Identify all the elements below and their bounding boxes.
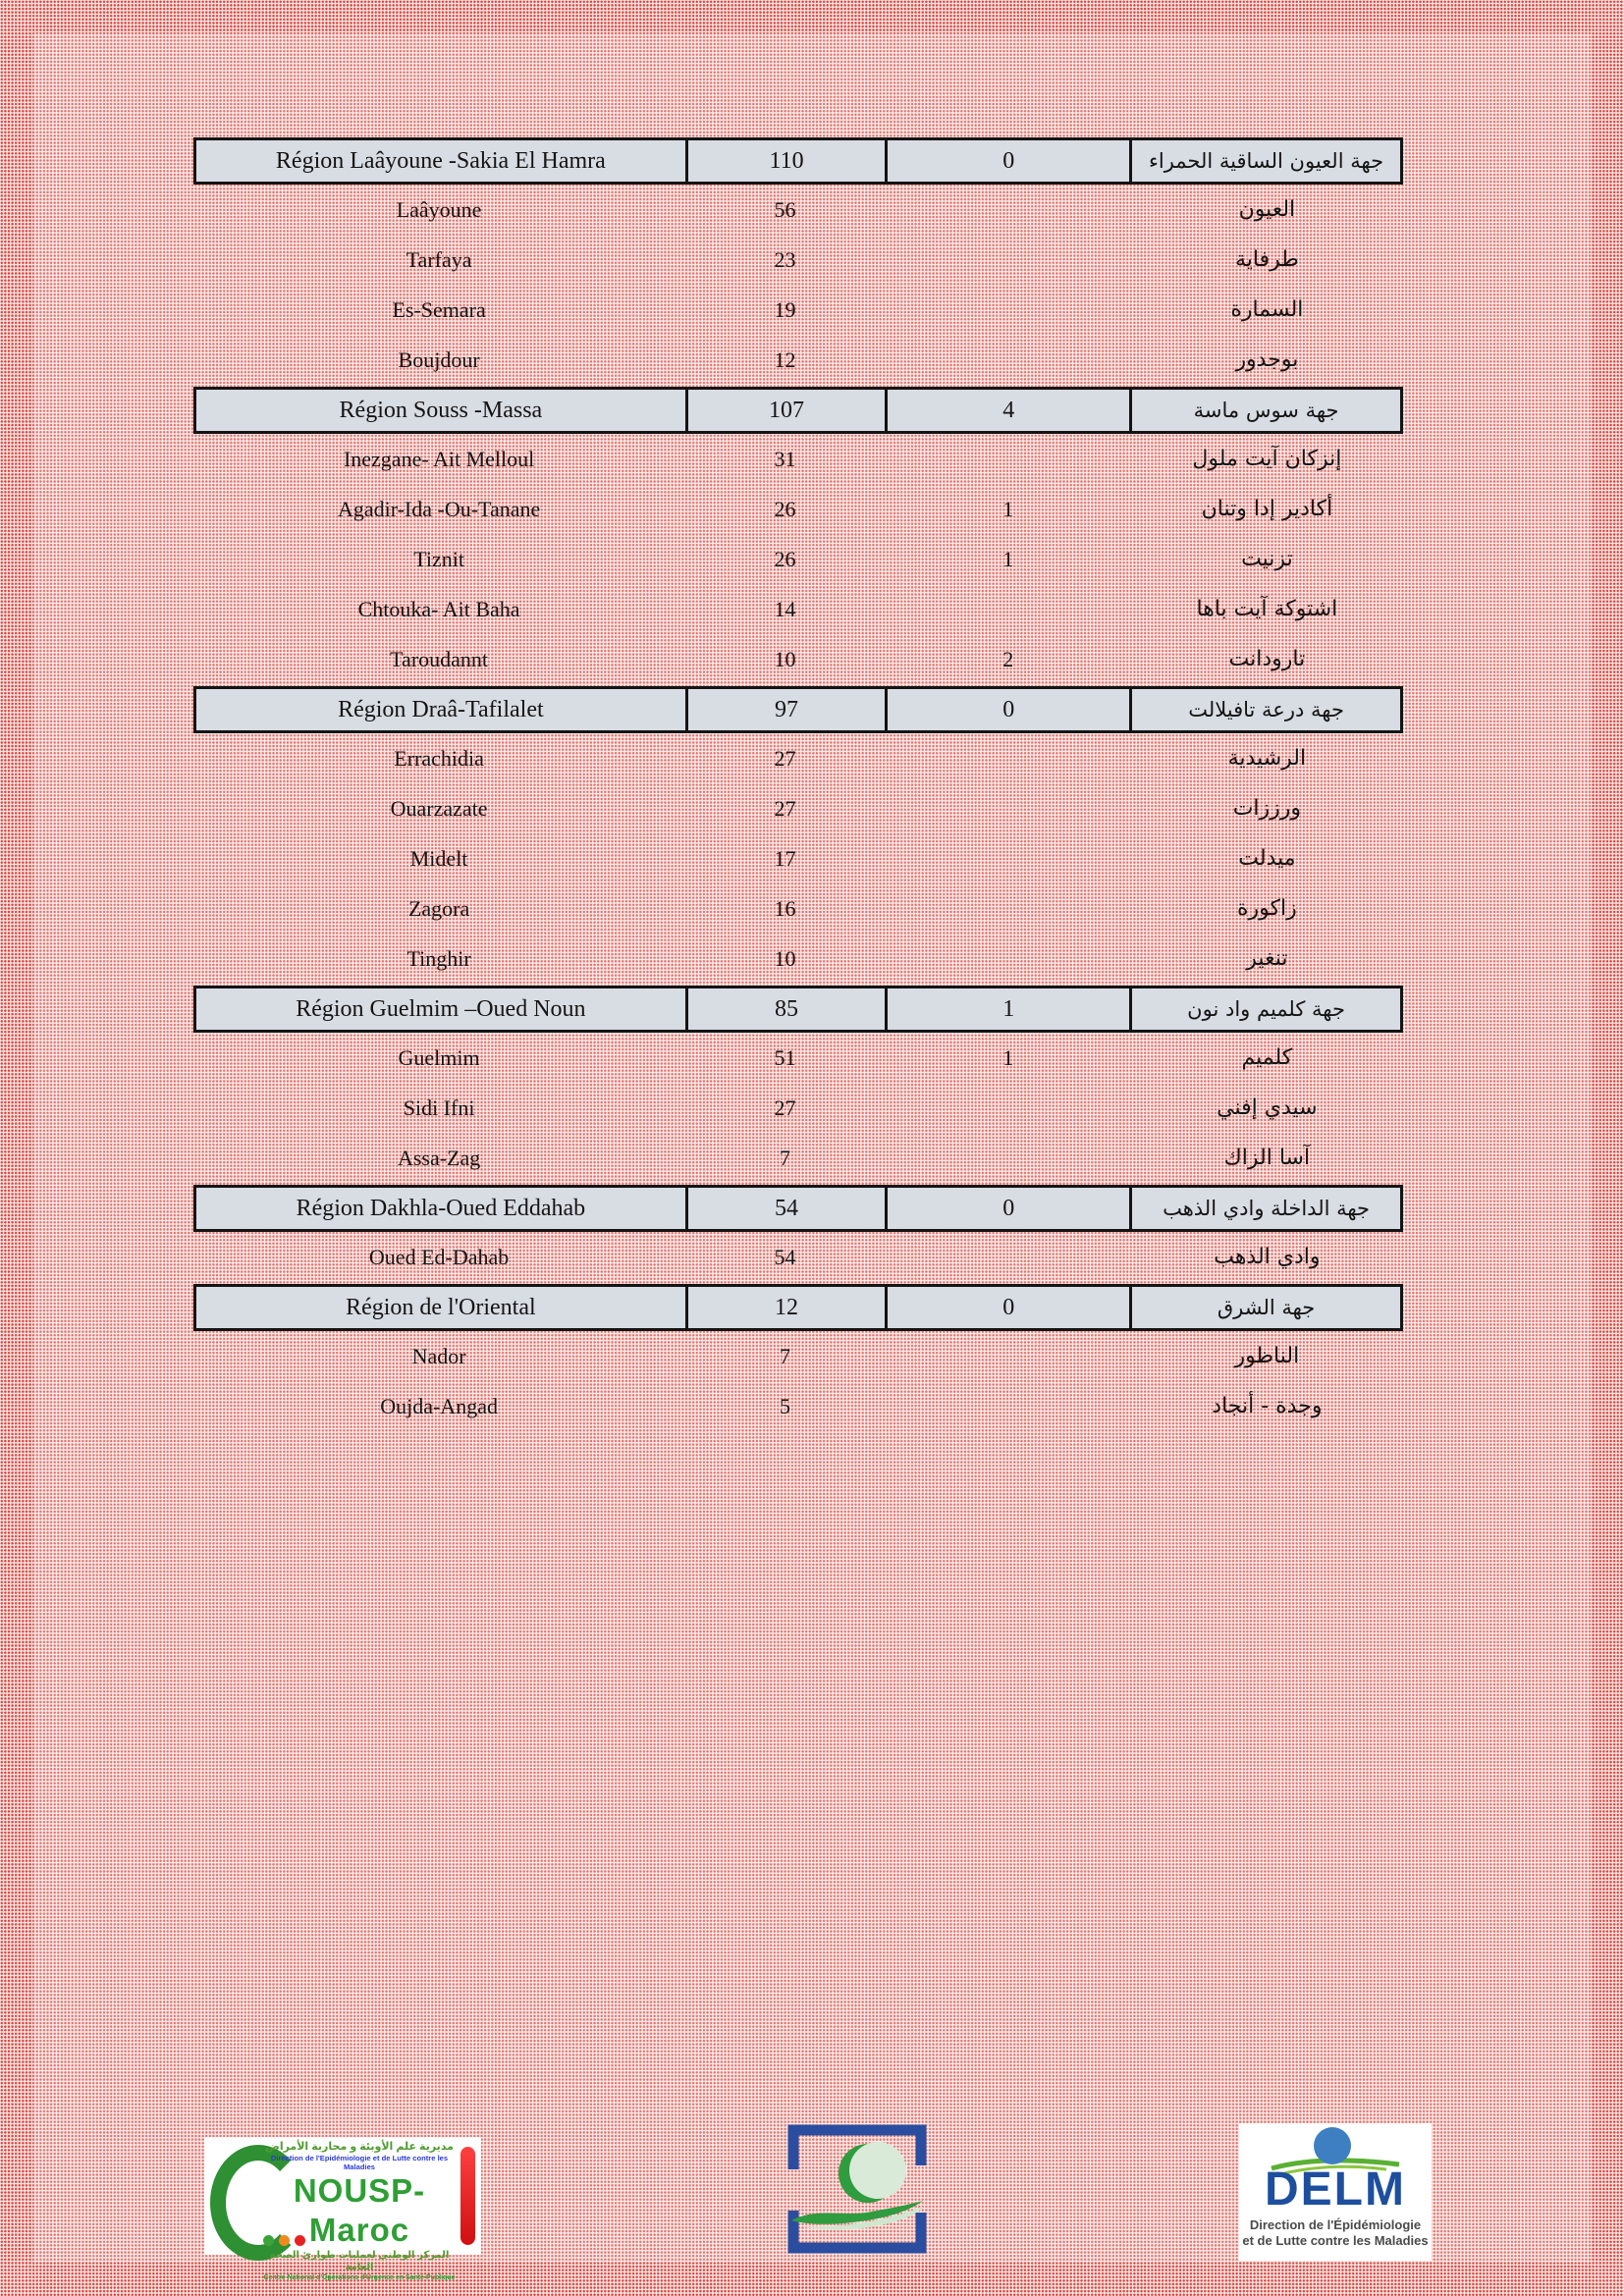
cases-cell: 10 — [774, 945, 796, 971]
cases-cell: 110 — [685, 140, 886, 182]
name-ar-cell: جهة سوس ماسة — [1129, 390, 1400, 431]
province-row — [193, 733, 1403, 783]
deaths-cell: 1 — [1002, 496, 1014, 521]
name-ar-cell: أكادير إدا وتنان — [1201, 497, 1333, 521]
province-row — [193, 1083, 1403, 1133]
regions-table — [193, 135, 1403, 1431]
region-header-row — [193, 137, 1403, 185]
deaths-cell — [886, 185, 1131, 235]
name-ar-cell: ورززات — [1232, 796, 1302, 821]
name-ar-cell: بوجدور — [1235, 347, 1299, 372]
cases-cell: 26 — [774, 496, 796, 521]
cases-cell: 12 — [685, 1287, 886, 1328]
region-header-row — [193, 387, 1403, 434]
deaths-cell — [886, 235, 1131, 285]
name-fr-cell: Es-Semara — [392, 296, 486, 322]
nousp-arabic-bottom: المركز الوطني لعمليات طوارئ الصحة العامة — [269, 2250, 450, 2272]
name-ar-cell: إنزكان آيت ملول — [1192, 447, 1342, 471]
cases-cell: 107 — [685, 390, 886, 431]
region-header-row — [193, 1284, 1403, 1331]
name-fr-cell: Tinghir — [406, 945, 471, 971]
name-fr-cell: Assa-Zag — [397, 1145, 481, 1170]
province-row — [193, 833, 1403, 883]
deaths-cell: 0 — [885, 689, 1129, 730]
cases-cell: 14 — [774, 596, 796, 621]
deaths-cell — [886, 1083, 1131, 1133]
name-fr-cell: Inezgane- Ait Melloul — [343, 446, 535, 471]
name-fr-cell: Agadir-Ida -Ou-Tanane — [337, 496, 541, 521]
cases-cell: 31 — [774, 446, 796, 471]
province-row — [193, 883, 1403, 934]
name-fr-cell: Région Laâyoune -Sakia El Hamra — [275, 147, 606, 174]
ministry-health-logo — [784, 2116, 931, 2262]
name-ar-cell: العيون — [1238, 197, 1296, 222]
cases-cell: 27 — [774, 1095, 796, 1120]
name-ar-cell: السمارة — [1230, 297, 1304, 322]
region-header-row — [193, 1185, 1403, 1232]
region-header-row — [193, 986, 1403, 1033]
deaths-cell — [886, 934, 1131, 984]
cases-cell: 97 — [685, 689, 886, 730]
name-ar-cell: تارودانت — [1228, 647, 1306, 671]
cases-cell: 54 — [774, 1244, 796, 1269]
nousp-text-block — [261, 2141, 458, 2282]
deaths-cell — [886, 833, 1131, 883]
nousp-maroc-logo — [204, 2137, 481, 2281]
name-ar-cell: آسا الزاك — [1223, 1146, 1311, 1170]
cases-cell: 10 — [774, 646, 796, 671]
deaths-cell — [886, 733, 1131, 783]
name-ar-cell: ميدلت — [1238, 846, 1296, 871]
province-row — [193, 434, 1403, 484]
name-fr-cell: Région de l'Oriental — [346, 1294, 536, 1320]
cases-cell: 5 — [779, 1393, 790, 1418]
deaths-cell — [886, 1381, 1131, 1431]
name-ar-cell: اشتوكة آيت باها — [1196, 597, 1338, 621]
name-fr-cell: Région Draâ-Tafilalet — [338, 696, 544, 722]
province-row — [193, 235, 1403, 285]
deaths-cell — [886, 285, 1131, 335]
name-fr-cell: Oujda-Angad — [380, 1393, 498, 1418]
name-fr-cell: Guelmim — [398, 1044, 480, 1070]
name-fr-cell: Midelt — [409, 845, 468, 871]
deaths-cell — [886, 883, 1131, 934]
name-fr-cell: Laâyoune — [396, 196, 482, 222]
cases-cell: 17 — [774, 845, 796, 871]
name-fr-cell: Boujdour — [398, 347, 480, 372]
province-row — [193, 484, 1403, 534]
cases-cell: 19 — [774, 296, 796, 322]
name-ar-cell: جهة العيون الساقية الحمراء — [1129, 140, 1400, 182]
name-ar-cell: وجدة - أنجاد — [1212, 1394, 1323, 1418]
name-fr-cell: Région Dakhla-Oued Eddahab — [296, 1195, 586, 1221]
delm-subtitle-line1: Direction de l'Épidémiologie — [1249, 2217, 1422, 2232]
name-ar-cell: جهة كلميم واد نون — [1129, 988, 1400, 1030]
deaths-cell — [886, 1133, 1131, 1183]
deaths-cell — [886, 335, 1131, 385]
province-row — [193, 185, 1403, 235]
ministry-emblem-icon — [784, 2116, 931, 2262]
name-fr-cell: Nador — [411, 1343, 466, 1368]
cases-cell: 27 — [774, 795, 796, 821]
province-row — [193, 335, 1403, 385]
cases-cell: 7 — [779, 1145, 790, 1170]
region-header-row — [193, 686, 1403, 733]
cases-cell: 51 — [774, 1044, 796, 1070]
nousp-french-bottom: Centre National d'Opérations d'Urgence en Santé Publique — [263, 2274, 456, 2281]
province-row — [193, 534, 1403, 584]
delm-subtitle-line2: et de Lutte contre les Maladies — [1242, 2233, 1429, 2248]
name-ar-cell: تزنيت — [1241, 547, 1293, 571]
deaths-cell — [886, 1331, 1131, 1381]
name-ar-cell: تنغير — [1246, 946, 1288, 971]
name-ar-cell: كلميم — [1241, 1045, 1293, 1070]
name-ar-cell: جهة درعة تافيلالت — [1129, 689, 1400, 730]
cases-cell: 16 — [774, 895, 796, 921]
name-fr-cell: Sidi Ifni — [403, 1095, 475, 1120]
delm-globe-icon — [1314, 2127, 1351, 2164]
province-row — [193, 1232, 1403, 1282]
province-row — [193, 1133, 1403, 1183]
delm-subtitle — [1239, 2217, 1432, 2249]
province-row — [193, 934, 1403, 984]
name-fr-cell: Tiznit — [413, 546, 464, 571]
name-fr-cell: Région Guelmim –Oued Noun — [296, 995, 586, 1022]
name-fr-cell: Oued Ed-Dahab — [368, 1244, 510, 1269]
name-fr-cell: Tarfaya — [406, 246, 472, 272]
nousp-name: NOUSP-Maroc — [293, 2172, 426, 2248]
name-ar-cell: وادي الذهب — [1214, 1245, 1321, 1269]
deaths-cell — [886, 783, 1131, 833]
name-ar-cell: زاكورة — [1237, 896, 1297, 921]
name-fr-cell: Taroudannt — [390, 646, 489, 671]
cases-cell: 23 — [774, 246, 796, 272]
name-ar-cell: الرشيدية — [1227, 746, 1307, 771]
deaths-cell: 4 — [885, 390, 1129, 431]
province-row — [193, 1331, 1403, 1381]
deaths-cell: 0 — [885, 1188, 1129, 1229]
nousp-french-top: Direction de l'Epidémiologie et de Lutte contre les Maladies — [270, 2154, 449, 2171]
name-fr-cell: Région Souss -Massa — [339, 397, 543, 423]
province-row — [193, 584, 1403, 634]
province-row — [193, 634, 1403, 684]
deaths-cell: 0 — [885, 1287, 1129, 1328]
deaths-cell: 2 — [1002, 646, 1014, 671]
name-ar-cell: جهة الشرق — [1129, 1287, 1400, 1328]
name-ar-cell: طرفاية — [1234, 247, 1299, 272]
deaths-cell: 1 — [885, 988, 1129, 1030]
name-fr-cell: Ouarzazate — [390, 795, 488, 821]
cases-cell: 54 — [685, 1188, 886, 1229]
cases-cell: 12 — [774, 347, 796, 372]
cases-cell: 26 — [774, 546, 796, 571]
name-ar-cell: الناظور — [1234, 1344, 1300, 1368]
cases-cell: 27 — [774, 745, 796, 771]
nousp-arabic-top: مديرية علم الأوبئة و محاربة الأمراض — [265, 2141, 454, 2153]
delm-logo — [1239, 2123, 1432, 2261]
province-row — [193, 285, 1403, 335]
nousp-red-bar — [460, 2147, 475, 2245]
deaths-cell: 0 — [885, 140, 1129, 182]
province-row — [193, 1033, 1403, 1083]
name-ar-cell: جهة الداخلة وادي الذهب — [1129, 1188, 1400, 1229]
name-fr-cell: Errachidia — [394, 745, 484, 771]
deaths-cell — [886, 1232, 1131, 1282]
cases-cell: 7 — [779, 1343, 790, 1368]
deaths-cell: 1 — [1002, 546, 1014, 571]
province-row — [193, 783, 1403, 833]
name-fr-cell: Chtouka- Ait Baha — [357, 596, 520, 621]
delm-name: DELM — [1265, 2163, 1406, 2216]
deaths-cell — [886, 584, 1131, 634]
name-ar-cell: سيدي إفني — [1217, 1095, 1318, 1120]
deaths-cell: 1 — [1002, 1044, 1014, 1070]
deaths-cell — [886, 434, 1131, 484]
name-fr-cell: Zagora — [407, 895, 470, 921]
province-row — [193, 1381, 1403, 1431]
cases-cell: 85 — [685, 988, 886, 1030]
cases-cell: 56 — [774, 196, 796, 222]
